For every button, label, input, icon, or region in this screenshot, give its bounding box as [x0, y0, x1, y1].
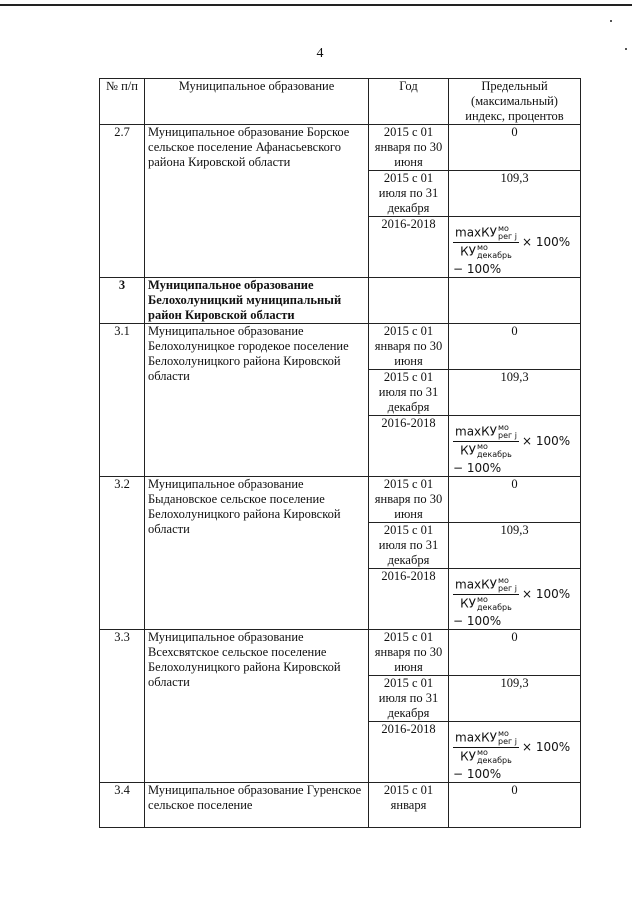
- index-formula: [453, 225, 570, 277]
- row-num: 3.3: [100, 630, 145, 783]
- header-num: № п/п: [100, 79, 145, 125]
- row-index-formula: [449, 416, 581, 477]
- row-num: 3.2: [100, 477, 145, 630]
- numerator-base: maxКУ: [455, 424, 497, 439]
- denominator-sub: декабрь: [476, 603, 512, 612]
- formula-minus: − 100%: [453, 614, 502, 628]
- numerator-sub: рег j: [497, 232, 517, 241]
- table-row: [100, 477, 581, 523]
- numerator-sup: мо: [497, 729, 509, 738]
- row-municipality: Муниципальное образование Всехсвятское сельское поселение Белохолуницкого района Кировской области: [145, 630, 369, 783]
- denominator-base: КУ: [460, 244, 476, 259]
- row-year: 2015 с 01 июля по 31 декабря: [369, 370, 449, 416]
- table-row: [100, 125, 581, 171]
- formula-fraction: [453, 730, 519, 765]
- formula-minus: − 100%: [453, 767, 502, 781]
- formula-times: × 100%: [521, 740, 571, 754]
- table-row: [100, 630, 581, 676]
- formula-numerator: [453, 577, 519, 595]
- row-index-value: 0: [449, 630, 581, 676]
- row-index-value: 109,3: [449, 523, 581, 569]
- row-index-formula: [449, 569, 581, 630]
- denominator-sup: мо: [476, 243, 488, 252]
- table-row: [100, 783, 581, 828]
- index-formula: [453, 577, 570, 629]
- row-num: 2.7: [100, 125, 145, 278]
- row-municipality: Муниципальное образование Быдановское сельское поселение Белохолуницкого района Кировской области: [145, 477, 369, 630]
- row-year: 2016-2018: [369, 569, 449, 630]
- row-index-value: 0: [449, 783, 581, 828]
- top-rule: [0, 4, 632, 6]
- row-municipality: Муниципальное образование Белохолуницкое городекое поселение Белохолуницкого района Кировской области: [145, 324, 369, 477]
- row-municipality: Муниципальное образование Гуренское сельское поселение: [145, 783, 369, 828]
- row-num: 3.4: [100, 783, 145, 828]
- row-municipality: Муниципальное образование Борское сельское поселение Афанасьевского района Кировской области: [145, 125, 369, 278]
- formula-minus: − 100%: [453, 461, 502, 475]
- numerator-sub: рег j: [497, 431, 517, 440]
- row-year: 2015 с 01 июля по 31 декабря: [369, 171, 449, 217]
- denominator-base: КУ: [460, 749, 476, 764]
- row-year: 2016-2018: [369, 217, 449, 278]
- formula-denominator: [453, 595, 519, 612]
- row-index-value: 109,3: [449, 676, 581, 722]
- denominator-sub: декабрь: [476, 251, 512, 260]
- row-year: 2016-2018: [369, 722, 449, 783]
- scan-speck: [610, 20, 612, 22]
- formula-denominator: [453, 442, 519, 459]
- denominator-sup: мо: [476, 595, 488, 604]
- row-year: 2016-2018: [369, 416, 449, 477]
- row-year: 2015 с 01 января по 30 июня: [369, 630, 449, 676]
- index-formula: [453, 730, 570, 782]
- numerator-sub: рег j: [497, 737, 517, 746]
- row-index-value: 0: [449, 477, 581, 523]
- formula-times: × 100%: [521, 235, 571, 249]
- row-year: 2015 с 01 января по 30 июня: [369, 477, 449, 523]
- page-number: 4: [316, 46, 324, 61]
- row-year: 2015 с 01 января: [369, 783, 449, 828]
- numerator-base: maxКУ: [455, 577, 497, 592]
- denominator-sub: декабрь: [476, 450, 512, 459]
- row-year: 2015 с 01 июля по 31 декабря: [369, 523, 449, 569]
- index-table: [99, 78, 581, 828]
- table-body: [100, 125, 581, 828]
- header-municipality: Муниципальное образование: [145, 79, 369, 125]
- denominator-sup: мо: [476, 442, 488, 451]
- row-year: 2015 с 01 июля по 31 декабря: [369, 676, 449, 722]
- table-row: [100, 324, 581, 370]
- denominator-base: КУ: [460, 443, 476, 458]
- header-year: Год: [369, 79, 449, 125]
- denominator-sub: декабрь: [476, 756, 512, 765]
- table-header-row: [100, 79, 581, 125]
- row-index-formula: [449, 722, 581, 783]
- denominator-sup: мо: [476, 748, 488, 757]
- formula-fraction: [453, 225, 519, 260]
- row-year: 2015 с 01 января по 30 июня: [369, 324, 449, 370]
- index-formula: [453, 424, 570, 476]
- row-municipality: Муниципальное образование Белохолуницкий муниципальный район Кировской области: [145, 278, 369, 324]
- formula-times: × 100%: [521, 587, 571, 601]
- row-index-empty: [449, 278, 581, 324]
- row-num: 3: [100, 278, 145, 324]
- header-index: Предельный (максимальный) индекс, процентов: [449, 79, 581, 125]
- formula-fraction: [453, 577, 519, 612]
- table-row: [100, 278, 581, 324]
- denominator-base: КУ: [460, 596, 476, 611]
- row-num: 3.1: [100, 324, 145, 477]
- numerator-sup: мо: [497, 576, 509, 585]
- formula-denominator: [453, 748, 519, 765]
- numerator-base: maxКУ: [455, 730, 497, 745]
- numerator-base: maxКУ: [455, 225, 497, 240]
- formula-numerator: [453, 225, 519, 243]
- numerator-sub: рег j: [497, 584, 517, 593]
- formula-times: × 100%: [521, 434, 571, 448]
- formula-numerator: [453, 424, 519, 442]
- formula-fraction: [453, 424, 519, 459]
- row-index-value: 0: [449, 125, 581, 171]
- row-index-value: 0: [449, 324, 581, 370]
- row-year: 2015 с 01 января по 30 июня: [369, 125, 449, 171]
- formula-numerator: [453, 730, 519, 748]
- row-index-formula: [449, 217, 581, 278]
- formula-minus: − 100%: [453, 262, 502, 276]
- row-year-empty: [369, 278, 449, 324]
- row-index-value: 109,3: [449, 171, 581, 217]
- formula-denominator: [453, 243, 519, 260]
- numerator-sup: мо: [497, 224, 509, 233]
- numerator-sup: мо: [497, 423, 509, 432]
- row-index-value: 109,3: [449, 370, 581, 416]
